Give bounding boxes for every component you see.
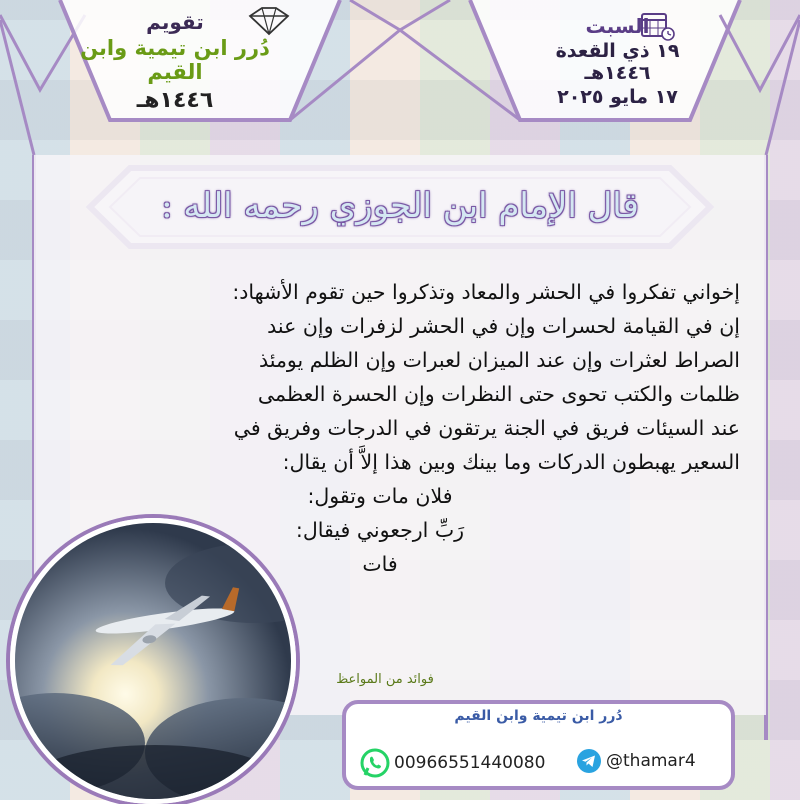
quote-line: عند السيئات فريق في الجنة يرتقون في الدرجات وفريق في [233,416,740,440]
telegram-icon [576,748,602,774]
day-name: السبت [585,14,650,38]
quote-heading: قال الإمام ابن الجوزي رحمه الله : [161,186,639,226]
hijri-year: ١٤٤٦هـ [136,88,214,113]
gregorian-date: ١٧ مايو ٢٠٢٥ [557,86,678,108]
footer-brand: دُرر ابن تيمية وابن القيم [454,708,623,724]
quote-line: السعير يهبطون الدركات وما بينك وبين هذا إلاَّ أن يقال: [282,450,740,474]
quote-line: إخواني تفكروا في الحشر والمعاد وتذكروا حين تقوم الأشهاد: [232,280,740,304]
quote-line-centered: رَبِّ ارجعوني فيقال: [295,518,465,542]
airplane-image [10,518,296,804]
calendar-title: تقويم [146,10,204,34]
contact-footer [342,700,735,790]
quote-line: ظلمات والكتب تحوى حتى النظرات وإن الحسرة العظمى [257,382,740,406]
whatsapp-icon [360,748,390,778]
whatsapp-contact[interactable] [360,748,545,778]
telegram-handle: @thamar4 [606,751,696,771]
hijri-date: ١٩ ذي القعدة ١٤٤٦هـ [555,40,680,84]
quote-line: الصراط لعثرات وإن عند الميزان لعبرات وإن الظلم يومئذ [259,348,740,372]
phone-number: 00966551440080 [394,753,546,773]
date-block [530,14,705,108]
quote-line-centered: فلان مات وتقول: [307,484,453,508]
source-label: فوائد من المواعظ [336,672,434,687]
quote-line-centered: فات [362,552,398,576]
brand-name: دُرر ابن تيمية وابن القيم [80,36,270,84]
telegram-contact[interactable] [576,748,696,774]
brand-block [60,10,290,113]
quote-heading-banner [100,172,700,240]
quote-line: إن في القيامة لحسرات وإن في الحشر لزفرات وإن عند [267,314,740,338]
